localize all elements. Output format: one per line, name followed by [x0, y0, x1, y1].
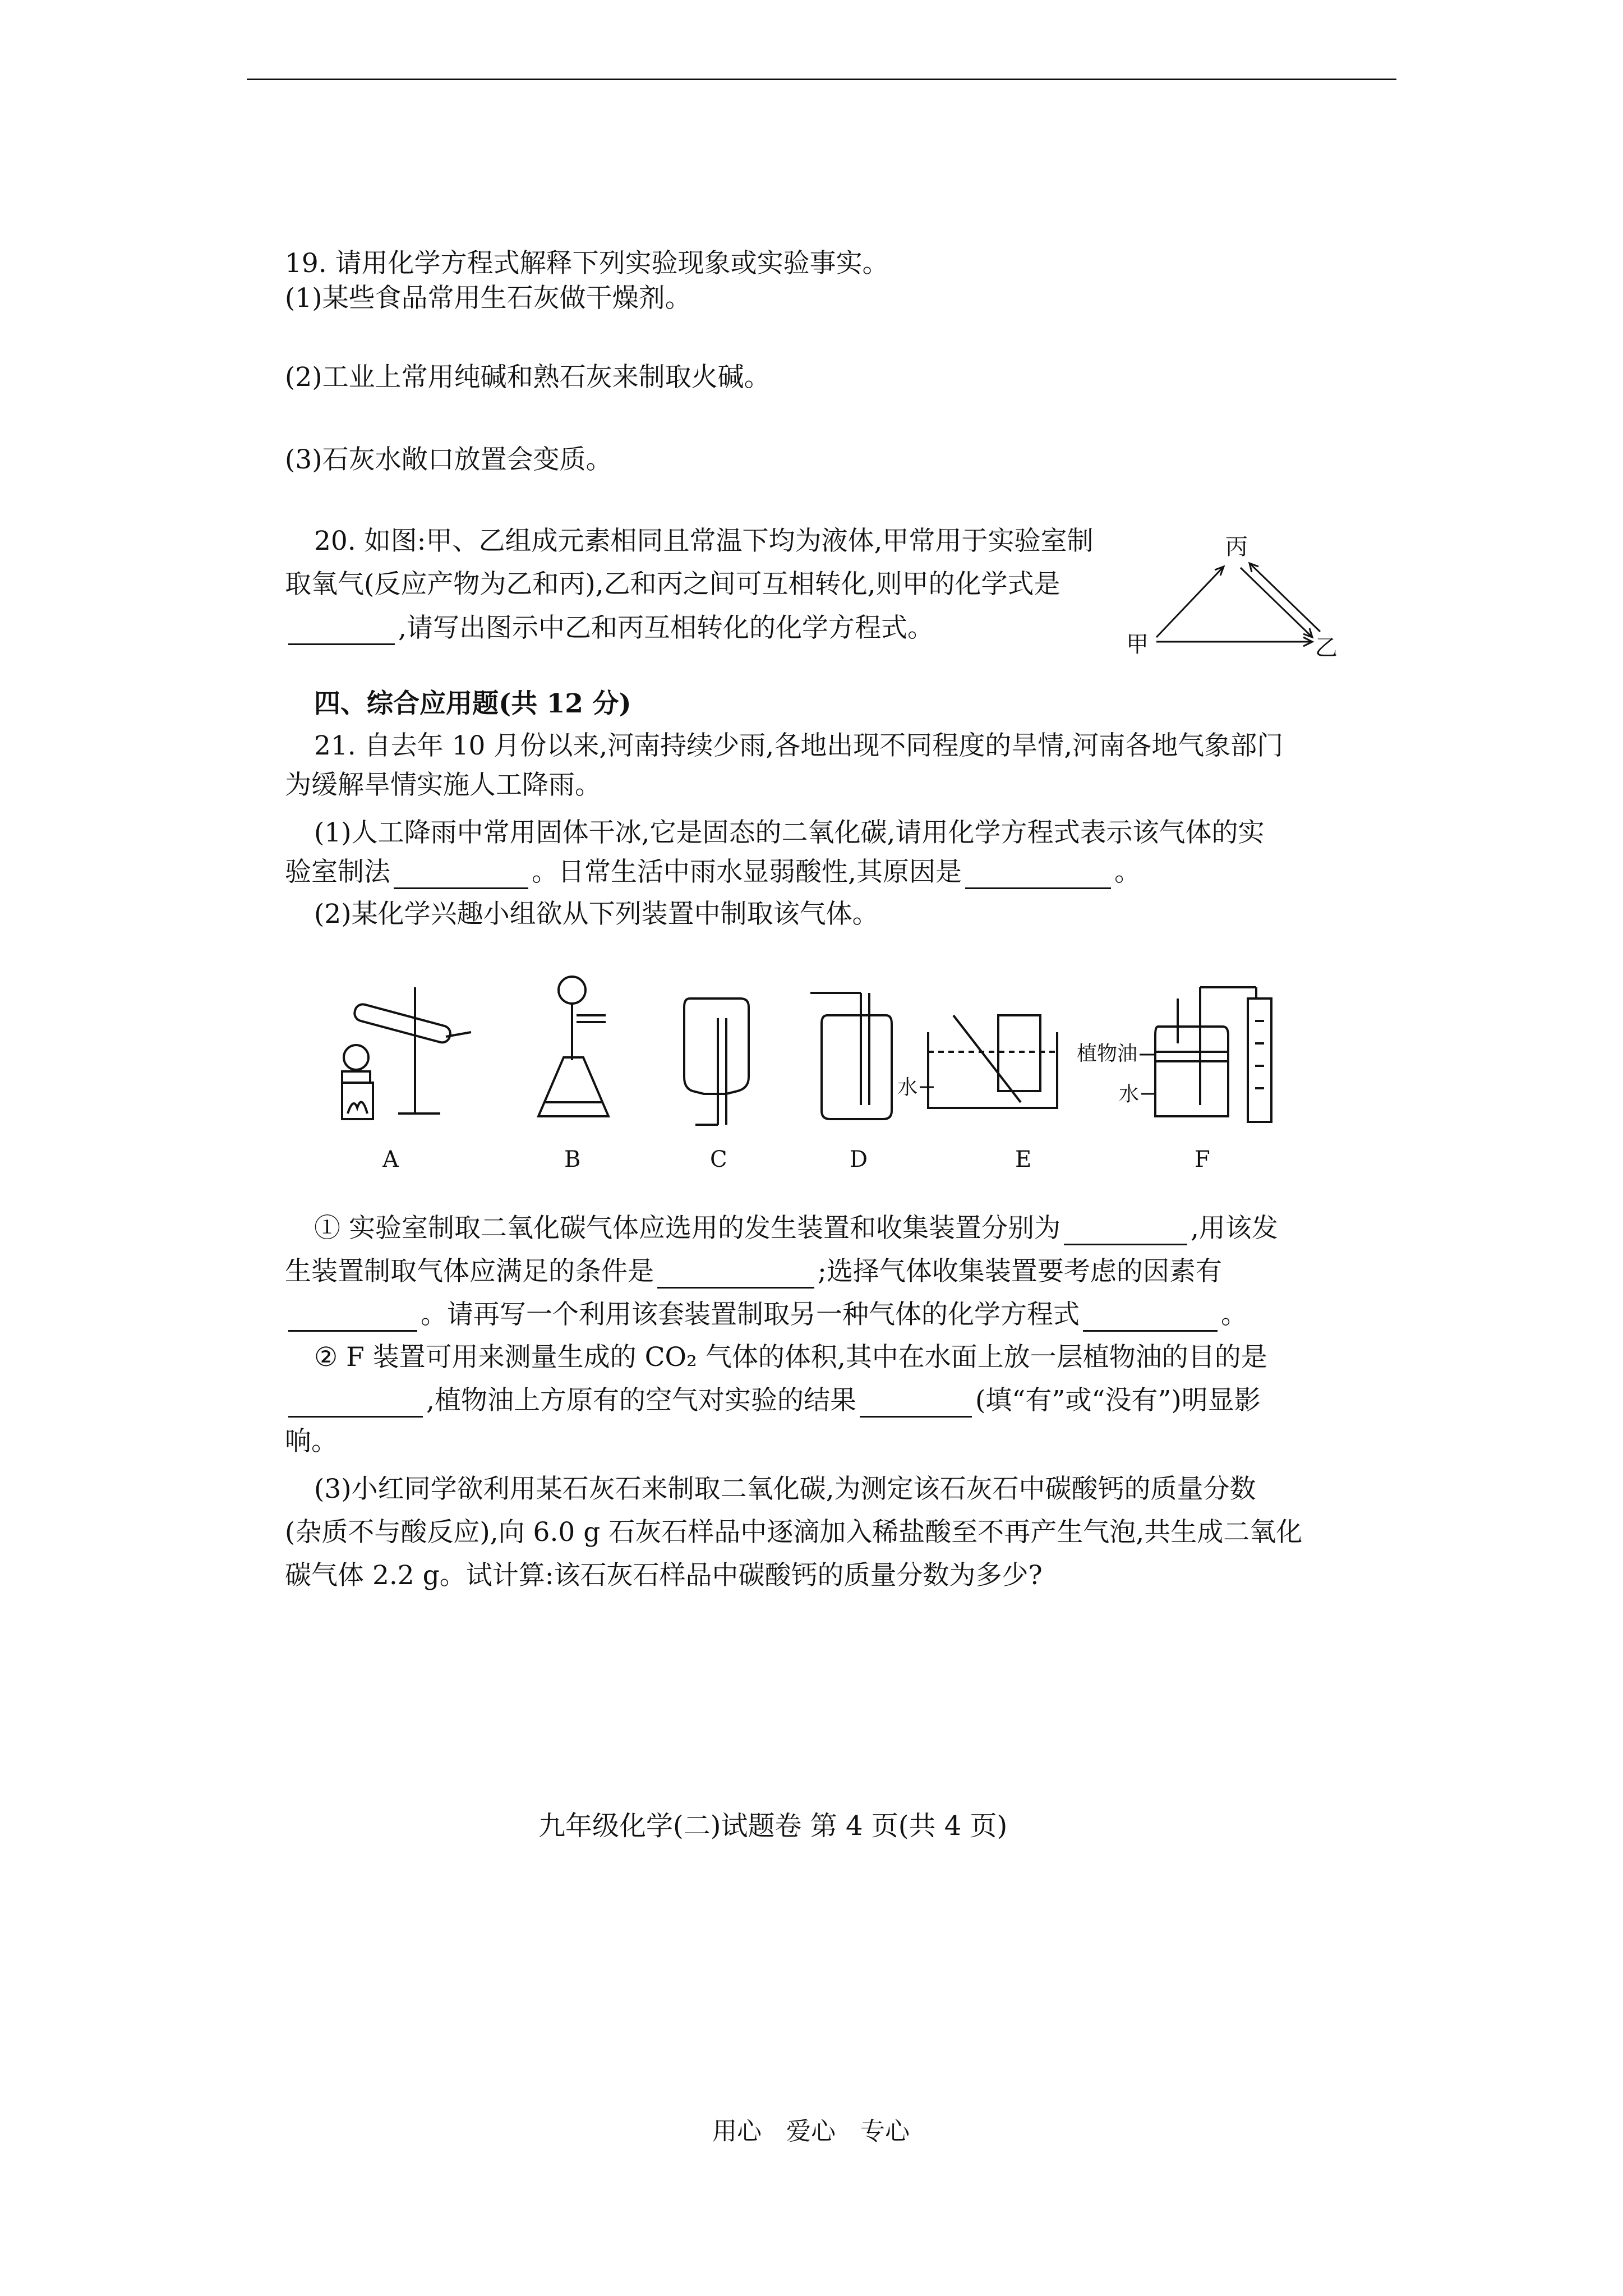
q21-sub2-line1: ② F 装置可用来测量生成的 CO₂ 气体的体积,其中在水面上放一层植物油的目的是: [314, 1342, 1267, 1373]
arrow-yi-to-bing: [1249, 563, 1320, 632]
apparatus-f: [1155, 987, 1271, 1122]
q21-sub2-line3: 响。: [285, 1426, 338, 1457]
answer-blank[interactable]: [288, 1304, 417, 1332]
page-slogan: 用心 爱心 专心: [712, 2117, 910, 2146]
apparatus-b: [538, 977, 608, 1116]
q21-line1: 21. 自去年 10 月份以来,河南持续少雨,各地出现不同程度的旱情,河南各地气象部门: [314, 730, 1284, 761]
top-rule: [247, 79, 1396, 80]
q20-line3-text: ,请写出图示中乙和丙互相转化的化学方程式。: [398, 613, 934, 643]
apparatus-figure: [303, 954, 1324, 1189]
apparatus-label-b: B: [564, 1147, 581, 1172]
diagram-node-top: 丙: [1225, 534, 1248, 560]
q19-part3: (3)石灰水敞口放置会变质。: [285, 444, 612, 475]
q21-part1-text-b: 。日常生活中雨水显弱酸性,其原因是: [532, 857, 962, 887]
answer-blank[interactable]: [1083, 1304, 1218, 1332]
arrow-bing-to-yi: [1241, 568, 1312, 637]
answer-blank[interactable]: [288, 1390, 423, 1418]
section-4-title: 四、综合应用题(共 12 分): [314, 688, 631, 719]
q21-sub1-text-e: 。请再写一个利用该套装置制取另一种气体的化学方程式: [421, 1299, 1080, 1330]
q21-part3-line1: (3)小红同学欲利用某石灰石来制取二氧化碳,为测定该石灰石中碳酸钙的质量分数: [314, 1474, 1256, 1504]
answer-blank[interactable]: [657, 1261, 814, 1289]
answer-blank[interactable]: [965, 862, 1111, 889]
diagram-node-right: 乙: [1315, 635, 1338, 661]
apparatus-label-a: A: [382, 1147, 399, 1172]
q21-sub1-text-d: ;选择气体收集装置要考虑的因素有: [818, 1256, 1222, 1287]
apparatus-d: [810, 993, 892, 1119]
apparatus-e-water-label: 水: [897, 1076, 918, 1099]
q21-part3-line2: (杂质不与酸反应),向 6.0 g 石灰石样品中逐滴加入稀盐酸至不再产生气泡,共生成二氧化: [285, 1517, 1303, 1548]
q21-sub2-text-b: (填“有”或“没有”)明显影: [975, 1385, 1261, 1416]
q21-line2: 为缓解旱情实施人工降雨。: [285, 770, 601, 800]
q20-triangle-diagram: [1116, 527, 1346, 662]
q21-sub1-line3: [285, 1298, 1247, 1332]
apparatus-f-water-label: 水: [1119, 1083, 1140, 1106]
apparatus-label-f: F: [1195, 1147, 1210, 1172]
answer-blank[interactable]: [1064, 1218, 1187, 1245]
page-footer-label: 九年级化学(二)试题卷 第 4 页(共 4 页): [538, 1810, 1008, 1842]
q21-part1-text-c: 。: [1114, 857, 1141, 887]
diagram-node-left: 甲: [1126, 632, 1149, 657]
apparatus-f-oil-label: 植物油: [1077, 1042, 1138, 1065]
answer-blank[interactable]: [394, 862, 528, 889]
q21-part1-line2: [285, 855, 1141, 889]
q19-stem: 19. 请用化学方程式解释下列实验现象或实验事实。: [285, 248, 889, 279]
q19-part1: (1)某些食品常用生石灰做干燥剂。: [285, 283, 691, 314]
q21-part1-line1: (1)人工降雨中常用固体干冰,它是固态的二氧化碳,请用化学方程式表示该气体的实: [314, 817, 1265, 848]
q21-part1-text-a: 验室制法: [285, 857, 390, 887]
q21-sub1-text-b: ,用该发: [1190, 1213, 1278, 1244]
q20-line1: 20. 如图:甲、乙组成元素相同且常温下均为液体,甲常用于实验室制: [314, 526, 1094, 556]
q21-sub1-line2: [285, 1255, 1222, 1289]
apparatus-label-e: E: [1015, 1147, 1032, 1172]
answer-blank[interactable]: [860, 1390, 972, 1418]
q21-part3-line3: 碳气体 2.2 g。试计算:该石灰石样品中碳酸钙的质量分数为多少?: [285, 1560, 1043, 1591]
q21-sub1-line1: [314, 1212, 1278, 1245]
apparatus-e: [928, 1015, 1057, 1108]
apparatus-label-d: D: [850, 1147, 868, 1172]
apparatus-label-c: C: [710, 1147, 727, 1172]
q21-sub2-text-a: ,植物油上方原有的空气对实验的结果: [426, 1385, 856, 1416]
apparatus-c: [684, 999, 749, 1125]
q21-sub1-text-c: 生装置制取气体应满足的条件是: [285, 1256, 654, 1287]
q21-sub1-text-a: ① 实验室制取二氧化碳气体应选用的发生装置和收集装置分别为: [314, 1213, 1061, 1244]
arrow-jia-to-bing: [1156, 567, 1224, 637]
answer-blank[interactable]: [288, 618, 395, 645]
q20-line3: [285, 611, 934, 645]
q20-line2: 取氧气(反应产物为乙和丙),乙和丙之间可互相转化,则甲的化学式是: [285, 569, 1061, 600]
q21-sub1-text-f: 。: [1221, 1299, 1247, 1330]
q21-sub2-line2: [285, 1384, 1261, 1418]
q21-part2: (2)某化学兴趣小组欲从下列装置中制取该气体。: [314, 899, 879, 930]
apparatus-a: [342, 987, 471, 1119]
q19-part2: (2)工业上常用纯碱和熟石灰来制取火碱。: [285, 362, 771, 393]
